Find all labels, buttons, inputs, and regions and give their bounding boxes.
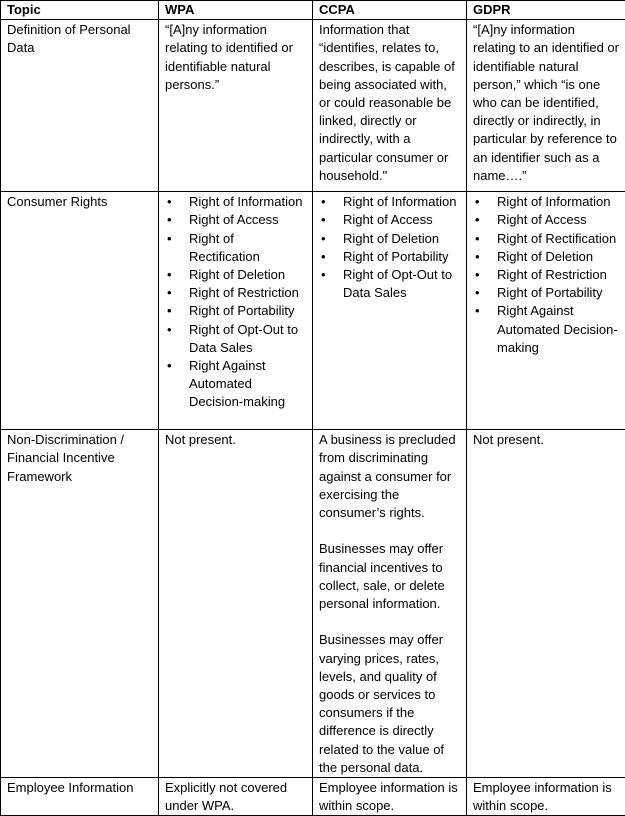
- list-item: • Right of Restriction: [473, 266, 619, 284]
- list-item: • Right of Information: [319, 193, 460, 211]
- list-item: • Right of Access: [319, 211, 460, 229]
- cell-employee-ccpa: Employee information is within scope.: [313, 778, 467, 816]
- list-item: • Right of Portability: [473, 284, 619, 302]
- cell-employee-gdpr: Employee information is within scope.: [467, 778, 625, 816]
- cell-nondiscrimination-topic: Non-Discrimination / Financial Incentive Framework: [1, 430, 159, 778]
- cell-definition-gdpr: “[A]ny information relating to an identified or identifiable natural person,” which “is one who can be identified, directly or indirectly, in particular by reference to an identifier such as a name….”: [467, 20, 625, 192]
- cell-employee-topic: Employee Information: [1, 778, 159, 816]
- header-ccpa: CCPA: [313, 1, 467, 20]
- list-item: • Right of Deletion: [319, 230, 460, 248]
- list-item: • Right of Opt-Out to Data Sales: [319, 266, 460, 302]
- cell-rights-topic: Consumer Rights: [1, 192, 159, 430]
- cell-rights-ccpa: [313, 192, 467, 430]
- paragraph: Businesses may offer financial incentives to collect, sale, or delete personal information.: [319, 541, 445, 612]
- list-item: • Right Against Automated Decision-making: [165, 357, 306, 412]
- table-row-rights: [1, 192, 625, 430]
- cell-definition-wpa: “[A]ny information relating to identified or identifiable natural persons.”: [159, 20, 313, 192]
- cell-nondiscrimination-wpa: Not present.: [159, 430, 313, 778]
- list-item: • Right of Deletion: [473, 248, 619, 266]
- cell-rights-gdpr: [467, 192, 625, 430]
- list-item: • Right of Information: [165, 193, 306, 211]
- list-item: • Right of Access: [473, 211, 619, 229]
- header-topic: Topic: [1, 1, 159, 20]
- cell-definition-ccpa: Information that “identifies, relates to, describes, is capable of being associated with, or could reasonable be linked, directly or indirectly, with a particular consumer or household.": [313, 20, 467, 192]
- table-row-employee: [1, 778, 625, 816]
- list-item: • Right of Opt-Out to Data Sales: [165, 321, 306, 357]
- list-item: • Right of Information: [473, 193, 619, 211]
- cell-rights-wpa: [159, 192, 313, 430]
- rights-list-gdpr: [473, 193, 619, 357]
- cell-definition-topic: Definition of Personal Data: [1, 20, 159, 192]
- table-row-nondiscrimination: [1, 430, 625, 778]
- list-item: • Right of Rectification: [473, 230, 619, 248]
- list-item: • Right of Portability: [165, 302, 306, 320]
- header-gdpr: GDPR: [467, 1, 625, 20]
- list-item: • Right of Rectification: [165, 230, 306, 266]
- list-item: • Right of Deletion: [165, 266, 306, 284]
- cell-nondiscrimination-ccpa: [313, 430, 467, 778]
- list-item: • Right Against Automated Decision-making: [473, 302, 619, 357]
- cell-nondiscrimination-gdpr: Not present.: [467, 430, 625, 778]
- paragraph: Businesses may offer varying prices, rates, levels, and quality of goods or services to consumers if the difference is directly related to the value of the personal data.: [319, 632, 445, 775]
- table-row-definition: [1, 20, 625, 192]
- cell-employee-wpa: Explicitly not covered under WPA.: [159, 778, 313, 816]
- list-item: • Right of Portability: [319, 248, 460, 266]
- list-item: • Right of Access: [165, 211, 306, 229]
- header-wpa: WPA: [159, 1, 313, 20]
- paragraph: A business is precluded from discriminating against a consumer for exercising the consumer’s rights.: [319, 432, 456, 521]
- rights-list-wpa: [165, 193, 306, 411]
- list-item: • Right of Restriction: [165, 284, 306, 302]
- header-row: [1, 1, 625, 20]
- rights-list-ccpa: [319, 193, 460, 302]
